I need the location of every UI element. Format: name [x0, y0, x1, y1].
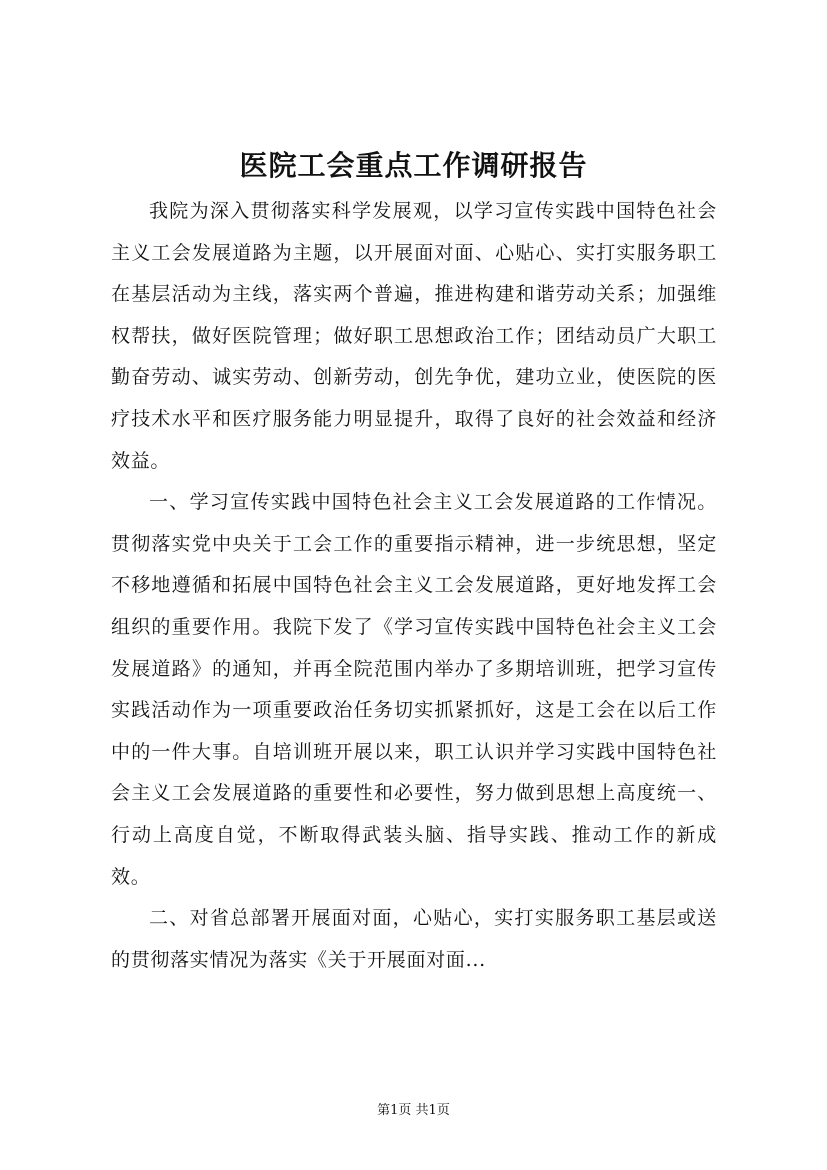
paragraph-section-1: 一、学习宣传实践中国特色社会主义工会发展道路的工作情况。贯彻落实党中央关于工会工作的重要指示精神，进一步统思想，坚定不移地遵循和拓展中国特色社会主义工会发展道路，更好地发挥工会组织的重要作用。我院下发了《学习宣传实践中国特色社会主义工会发展道路》的通知，并再全院范围内举办了多期培训班，把学习宣传实践活动作为一项重要政治任务切实抓紧抓好，这是工会在以后工作中的一件大事。自培训班开展以来，职工认识并学习实践中国特色社会主义工会发展道路的重要性和必要性，努力做到思想上高度统一、行动上高度自觉，不断取得武装头脑、指导实践、推动工作的新成效。 — [111, 491, 717, 888]
document-body — [111, 191, 717, 981]
paragraph-intro: 我院为深入贯彻落实科学发展观，以学习宣传实践中国特色社会主义工会发展道路为主题，以开展面对面、心贴心、实打实服务职工在基层活动为主线，落实两个普遍，推进构建和谐劳动关系；加强维权帮扶，做好医院管理；做好职工思想政治工作；团结动员广大职工勤奋劳动、诚实劳动、创新劳动，创先争优，建功立业，使医院的医疗技术水平和医疗服务能力明显提升，取得了良好的社会效益和经济效益。 — [111, 200, 717, 472]
page-footer: 第1页 共1页 — [377, 1103, 450, 1118]
paragraph-section-2: 二、对省总部署开展面对面，心贴心，实打实服务职工基层或送的贯彻落实情况为落实《关于开展面对面... — [111, 907, 717, 971]
document-title: 医院工会重点工作调研报告 — [239, 149, 588, 182]
